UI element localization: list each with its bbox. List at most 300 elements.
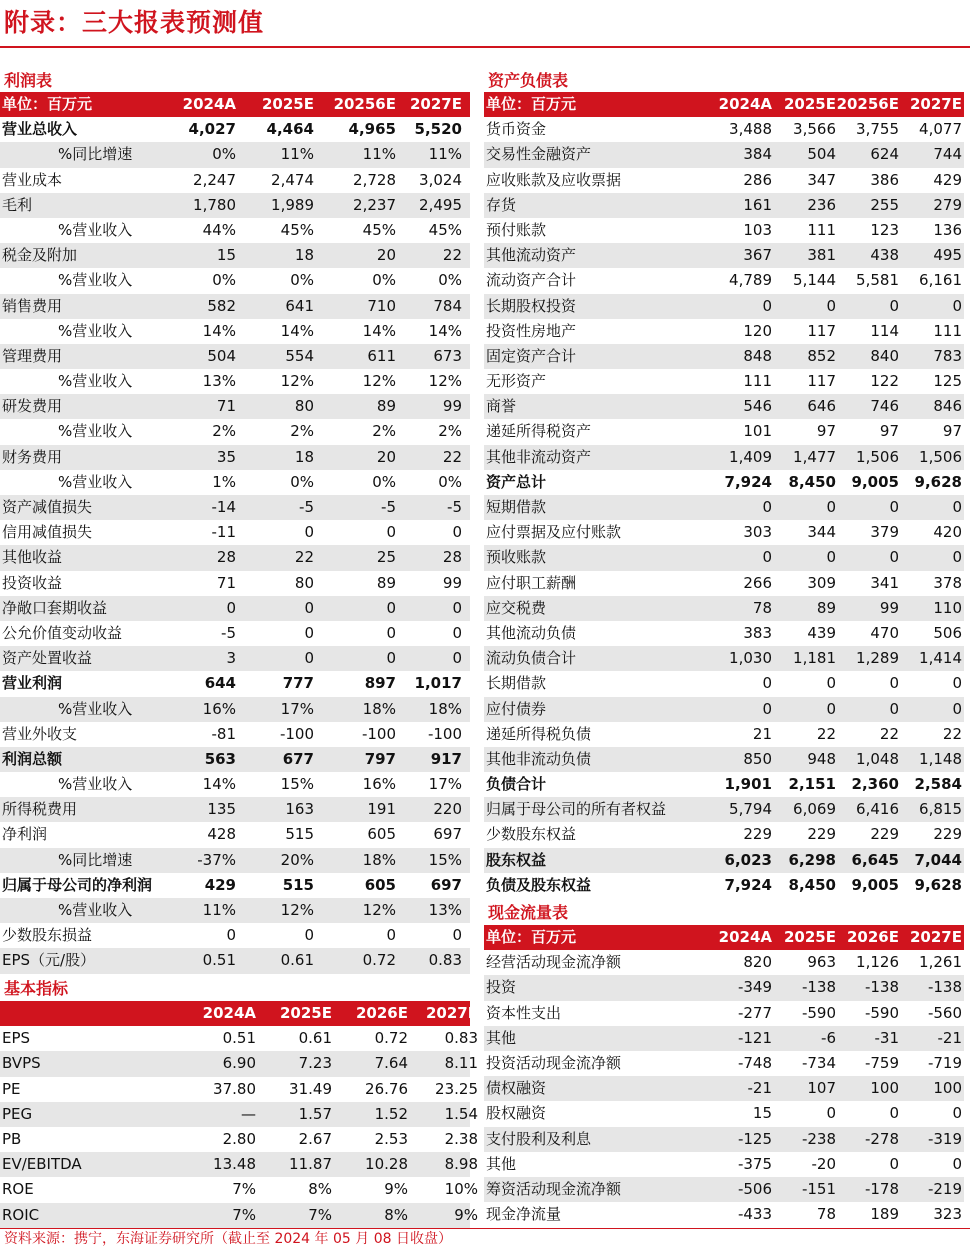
table-row [484,671,964,696]
cell-value: -349 [737,978,772,997]
cell-value: -219 [927,1179,962,1198]
row-label: %营业收入 [58,220,133,239]
cell-value: 229 [870,825,899,844]
row-label: 现金净流量 [486,1205,562,1224]
cell-value: 0 [226,926,236,945]
cell-value: 611 [367,346,396,365]
cell-value: -21 [937,1028,962,1047]
row-label: 负债合计 [486,775,547,794]
cell-value: 1,989 [271,195,314,214]
cell-value: 191 [367,800,396,819]
table-row [484,1001,964,1026]
row-label: 经营活动现金流净额 [486,953,622,972]
cell-value: 78 [816,1205,836,1224]
table-row [484,344,964,369]
table-row [484,1076,964,1101]
cell-value: 14% [428,321,462,340]
cell-value: 4,027 [188,120,236,139]
cell-value: 22 [294,548,314,567]
row-label: 其他收益 [2,548,63,567]
table-row [0,419,470,444]
table-row [0,671,470,696]
row-label: 货币资金 [486,120,547,139]
cell-value: 3 [226,649,236,668]
cell-value: 439 [807,623,836,642]
cell-value: 0 [762,498,772,516]
cell-value: 99 [879,598,899,617]
cell-value: 100 [870,1079,899,1098]
row-label: %营业收入 [58,699,133,718]
cell-value: 17% [428,775,462,794]
table-row [484,571,964,596]
cell-value: 6,645 [851,850,899,869]
row-label: EPS [2,1029,31,1048]
cell-value: 103 [743,220,772,239]
cell-value: 0 [826,498,836,516]
row-label: 应付票据及应付账款 [486,523,622,542]
cell-value: 279 [933,195,962,214]
table-row [0,1026,478,1051]
cell-value: 20% [280,850,314,869]
cell-value: 303 [743,523,772,542]
cell-value: 229 [807,825,836,844]
cell-value: 0 [304,523,314,542]
table-row [484,1152,964,1177]
row-label: 研发费用 [2,397,63,416]
row-label: %营业收入 [58,271,133,290]
row-label: 少数股东权益 [486,825,577,844]
table-row [484,697,964,722]
header-year: 2027E [426,1004,478,1022]
cell-value: 1,901 [724,775,772,794]
cell-value: 0 [304,649,314,668]
cell-value: 673 [433,346,462,365]
cell-value: -5 [447,498,462,516]
table-row [0,520,470,545]
cell-value: 605 [367,825,396,844]
cell-value: 1,780 [193,195,236,214]
cell-value: 1,048 [856,749,899,768]
cell-value: -560 [927,1003,962,1022]
cell-value: 7% [232,1180,256,1199]
cell-value: 0 [452,926,462,945]
cell-value: 9% [454,1205,478,1224]
cell-value: 37.80 [213,1079,256,1098]
cell-value: 1,414 [919,649,962,668]
row-label: 毛利 [2,195,33,214]
table-row [484,369,964,394]
table-row [0,596,470,621]
header-year: 20256E [333,95,396,113]
cell-value: 783 [933,346,962,365]
cell-value: 11% [280,145,314,164]
row-label: 流动负债合计 [486,649,577,668]
cell-value: -37% [197,850,236,869]
row-label: 应付职工薪酬 [486,573,577,592]
cell-value: -151 [801,1179,836,1198]
cell-value: 266 [743,573,772,592]
cell-value: -100 [361,724,396,743]
cell-value: 0 [386,598,396,617]
cell-value: -5 [381,498,396,516]
cell-value: 2.67 [298,1129,332,1148]
cell-value: -31 [874,1028,899,1047]
cell-value: 0 [762,548,772,567]
cell-value: 8% [308,1180,332,1199]
cell-value: 99 [442,573,462,592]
cell-value: 641 [285,296,314,315]
cell-value: 2.53 [374,1129,408,1148]
cell-value: 0 [826,699,836,718]
row-label: %同比增速 [58,850,133,869]
cell-value: 0 [386,649,396,668]
cell-value: 120 [743,321,772,340]
row-label: %营业收入 [58,472,133,491]
cell-value: 12% [362,372,396,391]
cell-value: -590 [801,1003,836,1022]
cell-value: 383 [743,623,772,642]
table-row [484,646,964,671]
cashflow-section-title: 现金流量表 [488,903,569,922]
header-year: 2024A [718,95,772,113]
row-label: 营业利润 [2,674,63,693]
cell-value: 347 [807,170,836,189]
header-year: 2026E [847,928,899,946]
cell-value: 1,477 [793,447,836,466]
table-row [484,873,964,898]
cell-value: 97 [879,422,899,441]
table-row [0,168,470,193]
row-label: 公允价值变动收益 [2,623,123,642]
cell-value: 3,488 [729,120,772,139]
cell-value: 99 [442,397,462,416]
cell-value: 97 [816,422,836,441]
cell-value: 4,965 [348,120,396,139]
table-row [484,1026,964,1051]
title-divider [0,46,970,48]
cell-value: 8% [384,1205,408,1224]
balance-sheet-table [484,92,964,898]
table-row [0,873,470,898]
cell-value: -719 [927,1053,962,1072]
cell-value: 563 [204,749,236,768]
cell-value: 2,495 [419,195,462,214]
cell-value: 10% [444,1180,478,1199]
cell-value: 136 [933,220,962,239]
row-label: 其他 [486,1154,517,1173]
cell-value: 848 [743,346,772,365]
table-row [0,571,470,596]
cell-value: 1,506 [919,447,962,466]
table-row [484,797,964,822]
header-year: 2025E [280,1004,332,1022]
cell-value: 2,247 [193,170,236,189]
header-year: 2026E [356,1004,408,1022]
header-unit-label: 单位：百万元 [486,928,577,946]
cell-value: 1,409 [729,447,772,466]
cell-value: 89 [376,397,396,416]
cell-value: 2,474 [271,170,314,189]
cell-value: -138 [801,978,836,997]
cell-value: 23.25 [435,1079,478,1098]
cell-value: 7,044 [914,850,962,869]
cell-value: 26.76 [365,1079,408,1098]
cell-value: 44% [202,220,236,239]
page-title: 附录：三大报表预测值 [4,8,265,37]
table-row [0,218,470,243]
income-section-title: 利润表 [4,71,53,90]
cell-value: 6,416 [856,800,899,819]
row-label: 支付股利及利息 [486,1129,592,1148]
cell-value: 45% [428,220,462,239]
cell-value: -100 [279,724,314,743]
table-row [484,218,964,243]
cell-value: 14% [202,321,236,340]
row-label: 应付债券 [486,699,547,718]
cell-value: -433 [737,1205,772,1224]
cell-value: 189 [870,1205,899,1224]
cell-value: 820 [743,953,772,972]
cell-value: 0 [952,548,962,567]
cell-value: 1,506 [856,447,899,466]
cell-value: -81 [211,724,236,743]
cell-value: 6,815 [919,800,962,819]
cell-value: 515 [282,875,314,894]
cell-value: 2,728 [353,170,396,189]
table-row [484,722,964,747]
table-row [0,243,470,268]
cell-value: 0% [438,472,462,491]
row-label: 投资活动现金流净额 [486,1053,622,1072]
cell-value: -6 [821,1028,836,1047]
row-label: 预付账款 [486,220,547,239]
table-row [484,1177,964,1202]
table-row [0,1051,478,1076]
table-row [484,772,964,797]
cell-value: 15% [280,775,314,794]
cell-value: 2,360 [851,775,899,794]
cell-value: 6,023 [724,850,772,869]
cell-value: 2% [438,422,462,441]
table-row [0,117,470,142]
cell-value: 0% [290,271,314,290]
cell-value: -178 [864,1179,899,1198]
row-label: ROE [2,1180,34,1199]
cell-value: -748 [737,1053,772,1072]
cell-value: 7% [308,1205,332,1224]
cell-value: 45% [362,220,396,239]
table-row [484,1202,964,1227]
cell-value: 0.83 [428,951,462,970]
table-row [0,621,470,646]
cell-value: 0 [304,926,314,945]
cell-value: 344 [807,523,836,542]
table-row [484,1051,964,1076]
cell-value: 45% [280,220,314,239]
cell-value: 0 [889,674,899,693]
cell-value: -138 [864,978,899,997]
cell-value: 0.61 [280,951,314,970]
table-row [484,117,964,142]
cell-value: 255 [870,195,899,214]
cell-value: 8.11 [444,1054,478,1073]
cell-value: 9,005 [851,472,899,491]
cell-value: 0 [952,699,962,718]
row-label: %营业收入 [58,321,133,340]
row-label: 归属于母公司的所有者权益 [486,800,667,819]
row-label: %营业收入 [58,422,133,441]
cell-value: 18 [294,246,314,265]
row-label: 投资 [486,978,517,997]
cell-value: 71 [216,397,236,416]
table-row [0,646,470,671]
cell-value: 0 [952,674,962,693]
row-label: 销售费用 [2,296,63,315]
cell-value: 0% [438,271,462,290]
cell-value: 554 [285,346,314,365]
cell-value: 2,151 [788,775,836,794]
table-row [0,470,470,495]
cell-value: 0 [889,1104,899,1123]
cell-value: 31.49 [289,1079,332,1098]
row-label: 所得税费用 [2,800,78,819]
row-label: 归属于母公司的净利润 [2,875,153,894]
cell-value: 80 [294,573,314,592]
row-label: 资产总计 [486,472,547,491]
cell-value: 20 [376,246,396,265]
cell-value: 229 [933,825,962,844]
header-year: 2027E [910,928,962,946]
table-row [0,697,470,722]
cell-value: 123 [870,220,899,239]
cell-value: 2% [372,422,396,441]
row-label: 其他非流动负债 [486,749,592,768]
cell-value: 28 [216,548,236,567]
table-row [0,1102,478,1127]
row-label: %营业收入 [58,372,133,391]
row-label: 筹资活动现金流净额 [486,1179,622,1198]
row-label: BVPS [2,1054,41,1073]
table-row [484,621,964,646]
cell-value: 89 [376,573,396,592]
cell-value: -21 [747,1079,772,1098]
cell-value: 506 [933,623,962,642]
cell-value: 797 [364,749,396,768]
table-row [484,470,964,495]
row-label: 营业外收支 [2,724,78,743]
header-year: 20256E [836,95,899,113]
cell-value: 697 [433,825,462,844]
cell-value: 697 [430,875,462,894]
cell-value: 12% [280,372,314,391]
cell-value: 0 [386,623,396,642]
basic-indicators-table [0,1001,478,1228]
cell-value: — [241,1104,256,1123]
cell-value: 117 [807,321,836,340]
cell-value: 1,017 [414,674,462,693]
cell-value: -5 [299,498,314,516]
cell-value: 0 [452,523,462,542]
cell-value: 515 [285,825,314,844]
cell-value: 0 [826,548,836,567]
table-row [484,319,964,344]
table-row [0,1152,478,1177]
cell-value: 14% [202,775,236,794]
cell-value: 644 [204,674,236,693]
row-label: 其他非流动资产 [486,447,592,466]
table-row [0,369,470,394]
cell-value: 917 [430,749,462,768]
row-label: 净敞口套期收益 [2,598,108,617]
cell-value: 15% [428,850,462,869]
cell-value: 1,181 [793,649,836,668]
table-row [0,294,470,319]
cell-value: 15 [216,246,236,265]
cell-value: 11% [362,145,396,164]
cell-value: 14% [362,321,396,340]
cell-value: -759 [864,1053,899,1072]
row-label: 其他 [486,1028,517,1047]
cell-value: 777 [282,674,314,693]
cell-value: 80 [294,397,314,416]
cell-value: 18 [294,447,314,466]
table-row [0,142,470,167]
cell-value: -506 [737,1179,772,1198]
cell-value: -375 [737,1154,772,1173]
cell-value: 6.90 [222,1054,256,1073]
cell-value: 78 [752,598,772,617]
table-row [484,545,964,570]
cell-value: 677 [282,749,314,768]
cell-value: 125 [933,372,962,391]
cell-value: 7.23 [298,1054,332,1073]
row-label: 资产减值损失 [2,498,93,516]
cell-value: 16% [362,775,396,794]
cell-value: 12% [362,901,396,919]
cell-value: 2% [290,422,314,441]
cell-value: 2,237 [353,195,396,214]
table-row [484,243,964,268]
cell-value: 582 [207,296,236,315]
row-label: 长期借款 [486,674,547,693]
table-row [0,193,470,218]
cell-value: -100 [427,724,462,743]
cell-value: 850 [743,749,772,768]
cell-value: 0.83 [444,1029,478,1048]
cell-value: 504 [807,145,836,164]
table-row [0,394,470,419]
cell-value: 0 [762,699,772,718]
cell-value: 8,450 [788,875,836,894]
cell-value: 18% [362,850,396,869]
cell-value: 0.51 [222,1029,256,1048]
cell-value: 71 [216,573,236,592]
row-label: 股东权益 [486,850,547,869]
cell-value: 2.80 [222,1129,256,1148]
table-row [484,193,964,218]
cell-value: 0.72 [374,1029,408,1048]
cell-value: 429 [933,170,962,189]
cell-value: 111 [807,220,836,239]
cell-value: 0 [386,926,396,945]
cell-value: 504 [207,346,236,365]
cell-value: 1.54 [444,1104,478,1123]
cell-value: -319 [927,1129,962,1148]
table-row [484,950,964,975]
row-label: 财务费用 [2,447,63,466]
cashflow-header-row [484,925,964,950]
cell-value: 1,030 [729,649,772,668]
